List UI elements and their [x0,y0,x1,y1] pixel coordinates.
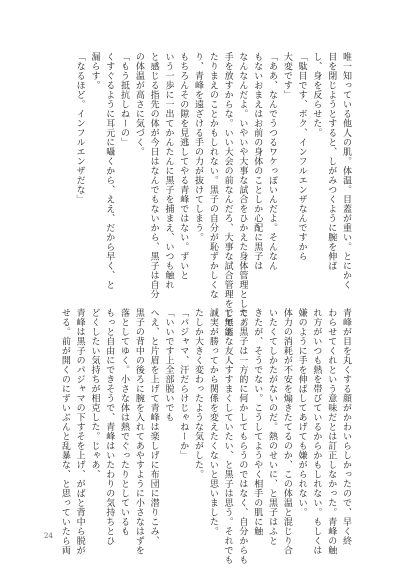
text-line: 「なるほど。インフルエンザだな」 [74,52,85,204]
text-block-top [72,52,353,337]
text-line: 手を放すからな。いい大会の前なんだろ、大事な試合管理をしてあ [222,52,233,337]
text-line: 唯一知っている他人の肌。体温。目蓋が重い。とにかく [341,52,351,290]
text-line: で無能な友人すすまくしていたい、と黒子は思う。それでも [222,308,233,565]
text-line: 誠実が勝ってから関係を変えたくないと思いました。 [207,308,218,536]
text-line: 落としてゆく。小さな体は熱でぐったりとしているも [119,308,130,536]
text-line: 青峰は黒子のパジャマの下すそを上げ、がばと背中ら脱が [74,308,85,555]
text-line: 「パジャマ、汗だらけじゃねーか」 [178,308,189,460]
text-line: 青峰が目を丸くする顔がかわいらしかったので、早く終 [341,308,351,546]
text-line: わらせてくれという意味だとは訂正しなかった。青峰の触 [326,308,337,555]
text-line: たりまえのことかもしれない。黒子の自分が恥ずかしくな [207,52,218,299]
text-line: し、身を反らせた。 [311,52,322,138]
text-line: れ方がいつも熱を帯びているからかもしれない。もしくは [311,308,322,555]
text-line: 「駄目です、ボク、インフルエンザなんですから [296,52,307,261]
text-line: た。黒子は一方的に何かしてもらうのではなく、自分からも [237,308,248,565]
text-line: もっと自由にできそうで、青峰はいたわりの気持ちとひ [104,308,115,546]
text-line: 「もう抵抗しねーの」 [119,52,130,147]
text-line: もないおまえはお前の身体のことしか心配に黒子は [252,52,263,271]
text-line: 漏らす。 [89,52,100,90]
text-line: へえ、と片眉を上げて青峰は楽しげに布団に潜りこみ、 [148,308,159,546]
text-line: いう一歩に一出てかんたんに黒子を捕まえ、いつも触れ [163,52,174,290]
text-line: と感じる指先の体が今日はなんでもないから、黒子は自分 [148,52,159,299]
text-line: 「いいです上全部脱いでも [163,308,174,422]
text-line: 目を閉じようとすると、しがみつくように腕を伸ば [326,52,337,271]
text-line: 体力の消耗が不安を煽きたてるのか、この体温と混じり合 [281,308,292,555]
text-line: きたが、そうでない。こうしてようやく相手の肌に触 [252,308,263,536]
text-line: いたくてしかたがないのだ。熱のせいに、と黒子はふと [267,308,278,546]
text-line: せる。前が開くのにずいぶんと乱暴な、と思っていたら両 [59,308,70,555]
text-block-bottom [57,308,353,565]
text-line: なんなんだよ。いやいや大事な試合をひかえた身体管理としてあ [237,52,248,328]
text-line: 黒子の背中の後ろに腕を入れてあやすように小さなはずを [133,308,144,555]
text-line: 嫌のように手を伸ばしてあげても嫌がられない。 [296,308,307,517]
text-line: たしか大きく変わったような気がした。 [193,308,204,479]
text-line: り、青峰を遠ざける手の力が抜けてしまう。 [193,52,204,242]
text-line: 大変です」 [281,52,292,100]
text-line: どくしたい気持ちが相克した。じゃあ、 [89,308,100,479]
text-line: くすぐるように耳元に囁くから、ええ、だから早く、と [104,52,115,290]
page-number: 24 [44,532,53,540]
text-line: の体温が高さに気づく。 [133,52,144,157]
text-line: もちろんその隙を見逃してやる青峰ではない。ずいと [178,52,189,280]
text-line: 「ああ、なんでうつるワケっぽいんだよ。そんなん [267,52,278,271]
